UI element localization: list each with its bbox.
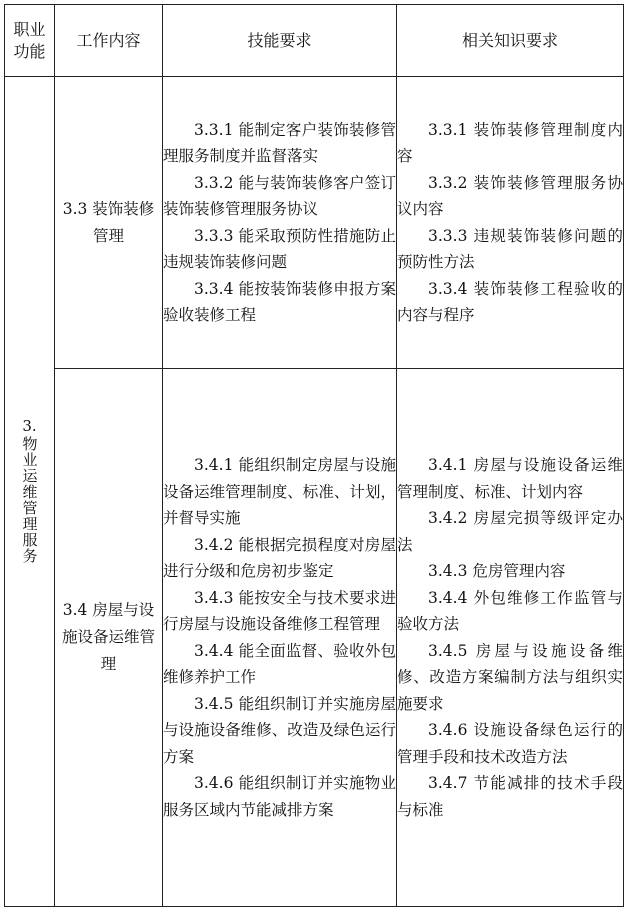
knowledge-item: 3.4.1 房屋与设施设备运维管理制度、标准、计划内容 [397,456,623,501]
skill-item: 3.3.3 能采取预防性措施防止违规装饰装修问题 [163,226,396,271]
knowledge-item: 3.3.2 装饰装修管理服务协议内容 [397,173,623,218]
work-content-cell: 3.3 装饰装修管理 [55,77,163,369]
knowledge-item: 3.4.2 房屋完损等级评定办法 [397,509,623,554]
skill-item: 3.4.4 能全面监督、验收外包维修养护工作 [163,641,396,686]
skill-item: 3.3.4 能按装饰装修申报方案验收装修工程 [163,279,396,324]
skill-item: 3.4.2 能根据完损程度对房屋进行分级和危房初步鉴定 [163,535,396,580]
knowledge-item: 3.3.1 装饰装修管理制度内容 [397,120,623,165]
skill-item: 3.4.6 能组织制订并实施物业服务区域内节能减排方案 [163,774,396,819]
header-function [5,5,55,77]
knowledge-item: 3.4.4 外包维修工作监管与验收方法 [397,588,623,633]
skill-item: 3.4.3 能按安全与技术要求进行房屋与设施设备维修工程管理 [163,588,396,633]
knowledge-cell [397,369,624,907]
skill-item: 3.3.1 能制定客户装饰装修管理服务制度并监督落实 [163,120,396,165]
header-function-line1: 职业 [13,19,46,39]
skill-item: 3.3.2 能与装饰装修客户签订装饰装修管理服务协议 [163,173,396,218]
skill-item: 3.4.1 能组织制定房屋与设施设备运维管理制度、标准、计划，并督导实施 [163,456,396,527]
table-row [5,369,624,907]
skills-cell [163,369,397,907]
knowledge-item: 3.4.6 设施设备绿色运行的管理手段和技术改造方法 [397,721,623,766]
header-work-content: 工作内容 [55,5,163,77]
knowledge-item: 3.4.3 危房管理内容 [428,562,566,580]
function-cell [5,77,55,907]
occupational-standards-table [4,4,624,907]
skills-cell [163,77,397,369]
knowledge-item: 3.3.4 装饰装修工程验收的内容与程序 [397,279,623,324]
work-content-cell: 3.4 房屋与设施设备运维管理 [55,369,163,907]
function-name: 物业运维管理服务 [20,435,39,564]
knowledge-cell [397,77,624,369]
table-row [5,77,624,369]
skill-item: 3.4.5 能组织制订并实施房屋与设施设备维修、改造及绿色运行方案 [163,694,396,766]
header-knowledge-requirements: 相关知识要求 [397,5,624,77]
knowledge-item: 3.4.7 节能减排的技术手段与标准 [397,774,623,819]
header-function-line2: 功能 [13,41,46,61]
function-number: 3. [22,416,37,435]
header-skill-requirements: 技能要求 [163,5,397,77]
knowledge-item: 3.3.3 违规装饰装修问题的预防性方法 [397,226,623,271]
header-row [5,5,624,77]
knowledge-item: 3.4.5 房屋与设施设备维修、改造方案编制方法与组织实施要求 [397,641,623,713]
